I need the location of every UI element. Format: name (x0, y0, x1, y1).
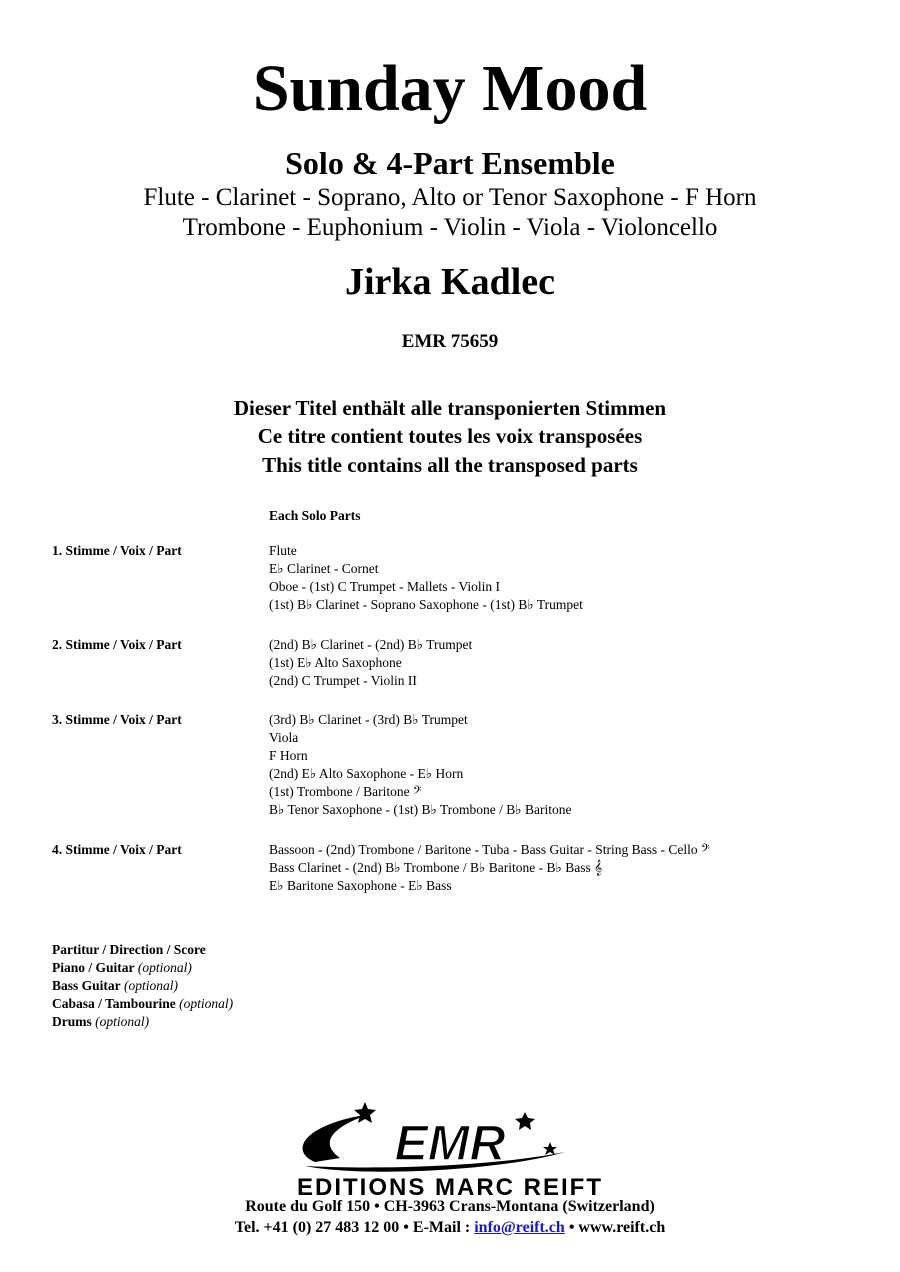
note-french: Ce titre contient toutes les voix transposées (257, 424, 643, 448)
part-instrument-line: (1st) B♭ Clarinet - Soprano Saxophone - (1st) B♭ Trumpet (269, 597, 583, 612)
part-instrument-line: Viola (269, 730, 299, 745)
part-instrument-line: B♭ Tenor Saxophone - (1st) B♭ Trombone / B♭ Baritone (269, 802, 572, 817)
star-icon (543, 1142, 557, 1155)
email-link[interactable]: info@reift.ch (474, 1219, 565, 1236)
part-instrument-line: E♭ Clarinet - Cornet (269, 561, 379, 576)
emr-logo (245, 1100, 655, 1200)
additional-parts-list (52, 941, 233, 1031)
title: Sunday Mood (252, 52, 648, 125)
publisher-address: Route du Golf 150 • CH-3963 Crans-Montana (Switzerland) (245, 1198, 655, 1215)
part-instrument-line: (2nd) B♭ Clarinet - (2nd) B♭ Trumpet (269, 637, 473, 652)
extra-part-note: (optional) (137, 960, 192, 975)
part-instrument-line: Bass Clarinet - (2nd) B♭ Trombone / B♭ Baritone - B♭ Bass 𝄞 (269, 860, 603, 875)
part-1-label: 1. Stimme / Voix / Part (52, 543, 182, 558)
extra-part (52, 977, 233, 995)
part-4-label: 4. Stimme / Voix / Part (52, 842, 182, 857)
publisher-contact (0, 1218, 900, 1238)
part-instrument-line: (1st) Trombone / Baritone 𝄢 (269, 784, 422, 799)
part-instrument-line: Bassoon - (2nd) Trombone / Baritone - Tuba - Bass Guitar - String Bass - Cello 𝄢 (269, 842, 710, 857)
part-2-instruments (269, 636, 472, 690)
part-instrument-line: E♭ Baritone Saxophone - E♭ Bass (269, 878, 452, 893)
part-instrument-line: Flute (269, 543, 297, 558)
composer: Jirka Kadlec (344, 261, 556, 303)
extra-part-note: (optional) (124, 978, 179, 993)
publisher-name: EDITIONS MARC REIFT (297, 1174, 603, 1200)
extra-part-name: Cabasa / Tambourine (52, 996, 176, 1011)
part-1-instruments (269, 542, 583, 614)
extra-part (52, 1013, 233, 1031)
part-instrument-line: (2nd) E♭ Alto Saxophone - E♭ Horn (269, 766, 464, 781)
part-instrument-line: F Horn (269, 748, 308, 763)
logo-emr-text: EMR (394, 1115, 506, 1171)
extra-part-name: Partitur / Direction / Score (52, 942, 206, 957)
star-icon (515, 1112, 535, 1130)
extra-part-note: (optional) (179, 996, 234, 1011)
part-4-instruments (269, 841, 710, 895)
part-instrument-line: Oboe - (1st) C Trumpet - Mallets - Violin I (269, 579, 501, 594)
extra-part (52, 995, 233, 1013)
note-german: Dieser Titel enthält alle transponierten Stimmen (233, 396, 667, 420)
instrumentation-line-2: Trombone - Euphonium - Violin - Viola - Violoncello (182, 214, 718, 241)
publisher-web: • www.reift.ch (564, 1219, 666, 1236)
extra-part (52, 941, 233, 959)
catalog-number: EMR 75659 (401, 331, 499, 352)
part-instrument-line: (1st) E♭ Alto Saxophone (269, 655, 402, 670)
subtitle: Solo & 4-Part Ensemble (285, 145, 615, 181)
extra-part-name: Piano / Guitar (52, 960, 135, 975)
extra-part-name: Drums (52, 1014, 92, 1029)
part-instrument-line: (2nd) C Trumpet - Violin II (269, 673, 417, 688)
part-instrument-line: (3rd) B♭ Clarinet - (3rd) B♭ Trumpet (269, 712, 468, 727)
part-2-label: 2. Stimme / Voix / Part (52, 637, 182, 652)
extra-part-note: (optional) (95, 1014, 150, 1029)
instrumentation-line-1: Flute - Clarinet - Soprano, Alto or Tenor Saxophone - F Horn (143, 184, 757, 211)
part-3-instruments (269, 711, 572, 819)
publisher-tel: Tel. +41 (0) 27 483 12 00 • E-Mail : (234, 1219, 475, 1236)
extra-part-name: Bass Guitar (52, 978, 121, 993)
part-3-label: 3. Stimme / Voix / Part (52, 712, 182, 727)
star-icon (354, 1102, 376, 1123)
extra-part (52, 959, 233, 977)
note-english: This title contains all the transposed parts (262, 453, 638, 477)
each-solo-parts-heading: Each Solo Parts (269, 508, 361, 523)
